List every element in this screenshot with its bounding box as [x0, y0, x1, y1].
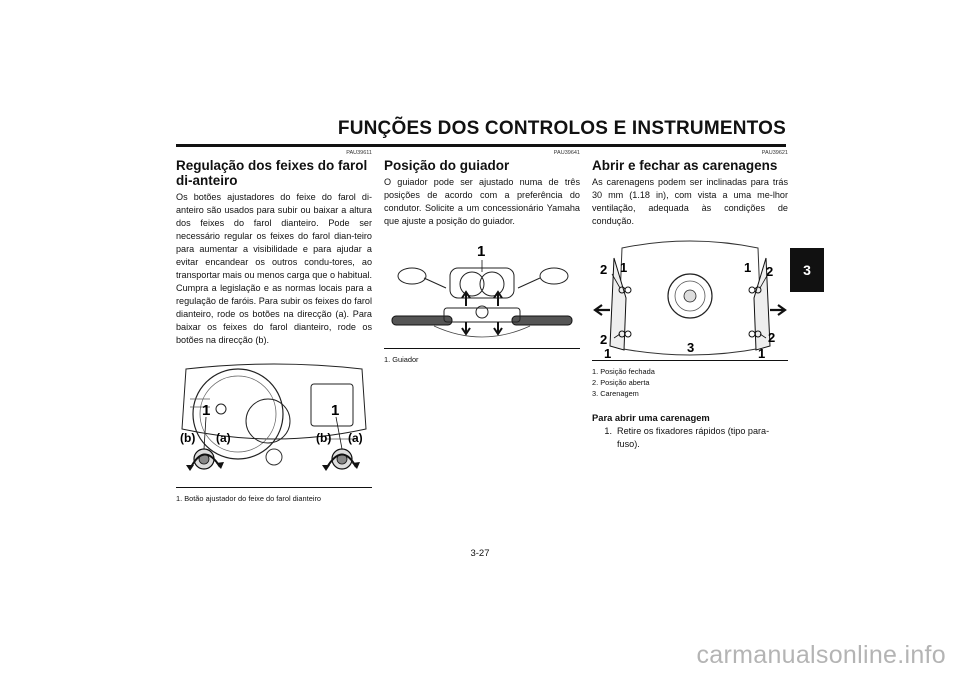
- label-one-bottom-left: 1: [604, 346, 612, 360]
- headlight-adjuster-figure: [176, 359, 372, 488]
- header-rule: [176, 144, 786, 147]
- label-b-left: (b): [180, 431, 196, 445]
- figure-caption-2: 2. Posição aberta: [592, 378, 650, 387]
- section-heading: Abrir e fechar as carenagens: [592, 158, 778, 173]
- cowling-illustration: [592, 238, 788, 360]
- label-two-bottom-right: 2: [768, 330, 776, 345]
- label-a-right: (a): [348, 431, 363, 445]
- instrument-panel-illustration: [176, 359, 372, 487]
- subheading-open-cowling: Para abrir uma carenagem: [592, 412, 710, 423]
- label-two-bottom-left: 2: [600, 332, 608, 347]
- label-a-left: (a): [216, 431, 231, 445]
- section-heading: Posição do guiador: [384, 158, 510, 173]
- label-one-right: 1: [331, 402, 340, 419]
- handlebar-illustration: [384, 240, 580, 348]
- label-one: 1: [477, 243, 486, 260]
- step-number: 1.: [604, 426, 612, 436]
- section-code: PAU39621: [761, 150, 788, 156]
- step-item: [592, 425, 788, 451]
- label-one-left: 1: [202, 402, 211, 419]
- label-three: 3: [687, 340, 695, 355]
- label-two-top-left: 2: [600, 262, 608, 277]
- figure-caption-3: 3. Carenagem: [592, 389, 639, 398]
- figure-caption: 1. Botão ajustador do feixe do farol dianteiro: [176, 494, 322, 503]
- label-one-top-right: 1: [744, 260, 752, 275]
- watermark[interactable]: carmanualsonline.info: [696, 641, 946, 669]
- section-headlight-beam-adjustment: [176, 150, 372, 504]
- label-b-right: (b): [316, 431, 332, 445]
- figure-caption-1: 1. Posição fechada: [592, 367, 655, 376]
- section-body: O guiador pode ser ajustado numa de três posições de acordo com a preferência do condutor. Solicite a um concessionário Yamaha que ajuste a posição do guiador.: [384, 177, 580, 226]
- page-header: [176, 118, 786, 146]
- section-heading: Regulação dos feixes do farol di-anteiro: [176, 158, 368, 188]
- page-title: FUNÇÕES DOS CONTROLOS E INSTRUMENTOS: [337, 118, 786, 139]
- handlebar-figure: [384, 240, 580, 349]
- section-code: PAU39611: [346, 150, 372, 156]
- step-text: Retire os fixadores rápidos (tipo para-fuso).: [617, 426, 770, 449]
- section-code: PAU39641: [553, 150, 580, 156]
- label-one-bottom-right: 1: [758, 346, 766, 360]
- section-handlebar-position: [384, 150, 580, 365]
- chapter-tab[interactable]: 3: [790, 248, 824, 292]
- section-cowling-open-close: [592, 150, 788, 451]
- label-one-top-left: 1: [620, 260, 628, 275]
- label-two-top-right: 2: [766, 264, 774, 279]
- section-body: Os botões ajustadores do feixe do farol di-anteiro são usados para subir ou baixar a altura dos feixes do farol dianteiro. Pode ser necessário regular os feixes do farol dian-teiro para aumentar a visibilidade e para ajudar a evitar encandear os outros condu-tores, ao transportar mais ou menos carga que o habitual. Cumpra a legislação e as normas locais para a regulação de faróis. Para subir os feixes do farol dianteiro, rode os botões na direcção (a). Para baixar os feixes do farol dianteiro, rode os botões na direcção (b).: [176, 192, 372, 345]
- figure-caption: 1. Guiador: [384, 355, 419, 364]
- cowling-figure: [592, 238, 788, 361]
- page-number: 3-27: [470, 548, 490, 559]
- section-body: As carenagens podem ser inclinadas para trás 30 mm (1.18 in), com vista a uma me-lhor ventilação, adequada às condições de condução.: [592, 177, 788, 226]
